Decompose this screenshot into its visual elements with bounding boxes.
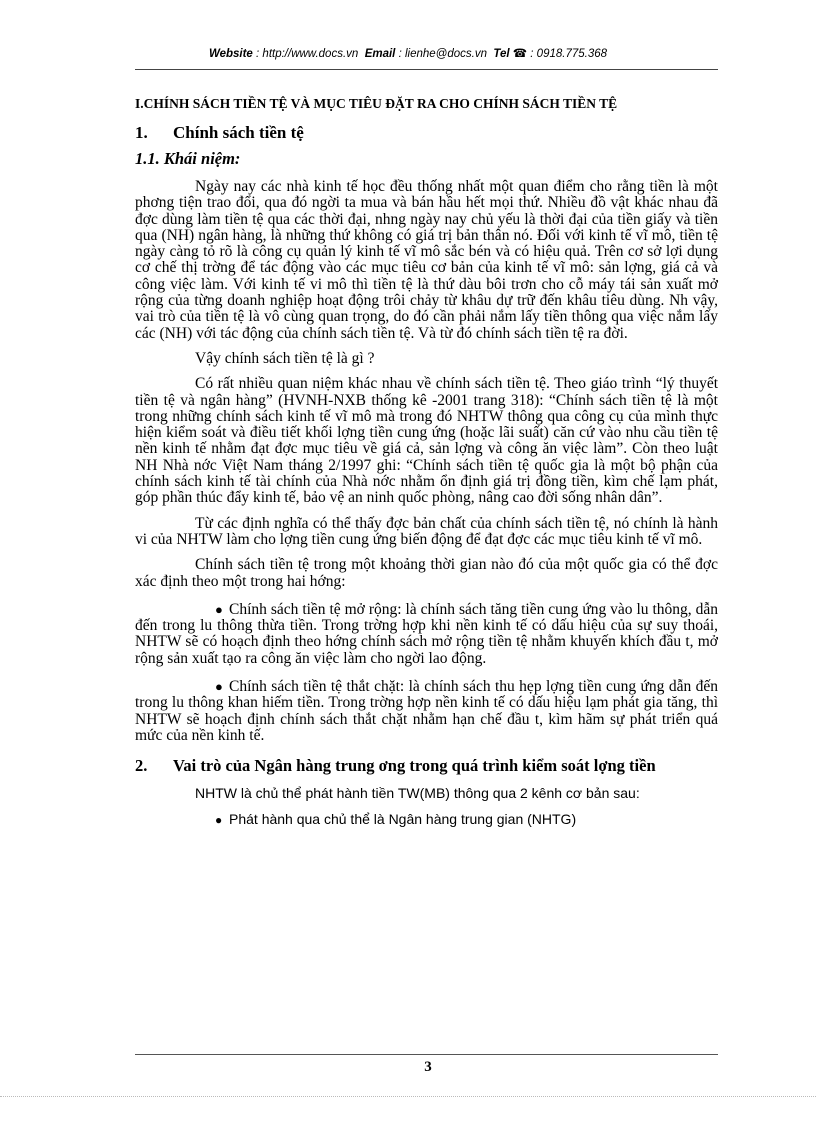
subsection-heading: 1.1. Khái niệm: xyxy=(135,149,241,168)
bullet-item xyxy=(135,679,718,744)
bullet-text: Chính sách tiền tệ mở rộng: là chính sách tăng tiền cung ứng vào lu thông, dẫn đến trong lu thông thừa tiền. Trong trờng hợp khi nền kinh tế có dấu hiệu của sự suy thoái, NHTW sẽ có hoạch định theo hớng chính sách mở rộng tiền tệ nhằm khuyến khích đầu t, mở rộng sản xuất tạo ra công ăn việc làm cho ngời lao động. xyxy=(135,600,718,667)
section-2-number: 2. xyxy=(135,756,148,776)
email-value[interactable]: : lienhe@docs.vn xyxy=(398,48,487,60)
footer-divider xyxy=(135,1054,718,1055)
paragraph: Từ các định nghĩa có thể thấy đợc bản chất của chính sách tiền tệ, nó chính là hành vi của NHTW làm cho lợng tiền cung ứng biến động để đạt đợc các mục tiêu kinh tế vĩ mô. xyxy=(135,514,718,548)
document-title: I.CHÍNH SÁCH TIỀN TỆ VÀ MỤC TIÊU ĐẶT RA CHO CHÍNH SÁCH TIỀN TỆ xyxy=(135,96,618,111)
paragraph: Vậy chính sách tiền tệ là gì ? xyxy=(195,349,375,367)
email-label: Email xyxy=(364,48,396,60)
website-value[interactable]: : http://www.docs.vn xyxy=(256,48,359,60)
section-2-heading xyxy=(135,756,718,775)
website-label: Website xyxy=(208,48,253,60)
bullet-item xyxy=(135,602,718,667)
bullet-icon: ● xyxy=(215,679,223,695)
document-body xyxy=(135,96,718,828)
section-2-bullet xyxy=(135,811,718,828)
paragraph: Chính sách tiền tệ trong một khoảng thời gian nào đó của một quốc gia có thể đợc xác định theo một trong hai hớng: xyxy=(135,556,718,590)
tel-label: Tel xyxy=(493,48,510,60)
section-1-heading xyxy=(135,123,718,143)
tel-value: : 0918.775.368 xyxy=(530,48,608,60)
section-1-number: 1. xyxy=(135,123,148,142)
bullet-icon: ● xyxy=(215,812,223,827)
page-number: 3 xyxy=(424,1059,432,1075)
header-divider xyxy=(135,69,718,70)
section-2-title: Vai trò của Ngân hàng trung ơng trong quá trình kiểm soát lợng tiền xyxy=(173,756,656,776)
bullet-text: Chính sách tiền tệ thắt chặt: là chính sách thu hẹp lợng tiền cung ứng dẫn đến trong lu thông khan hiếm tiền. Trong trờng hợp nền kinh tế có dấu hiệu lạm phát gia tăng, thì NHTW sẽ hoạch định chính sách thắt chặt nhằm hạn chế đầu t, kìm hãm sự phát triển quá mức của nền kinh tế. xyxy=(135,678,718,744)
bullet-icon: ● xyxy=(215,601,223,617)
page-header xyxy=(0,46,816,60)
section-1-title: Chính sách tiền tệ xyxy=(173,123,304,142)
page-bottom-border xyxy=(0,1096,816,1097)
paragraph: Có rất nhiều quan niệm khác nhau về chính sách tiền tệ. Theo giáo trình “lý thuyết tiền tệ và ngân hàng” (HVNH-NXB thống kê -2001 trang 318): “Chính sách tiền tệ là một trong những chính sách kinh tế vĩ mô mà trong đó NHTW thông qua công cụ của mình thực hiện kiểm soát và điều tiết khối lợng tiền cung ứng (hoặc lãi suất) căn cứ vào nhu cầu tiền tệ nền kinh tế nhằm đạt đợc mục tiêu về giá cả, sản lợng và công ăn việc làm”. Còn theo luật NH Nhà nớc Việt Nam tháng 2/1997 ghi: “Chính sách tiền tệ quốc gia là một bộ phận của chính sách kinh tế tài chính của Nhà nớc nhằm ổn định giá trị đồng tiền, kìm chế lạm phát, góp phần thúc đẩy kinh tế, bảo vệ an ninh quốc phòng, nâng cao đời sống nhân dân”. xyxy=(135,375,718,507)
paragraph: Ngày nay các nhà kinh tế học đều thống nhất một quan điểm cho rằng tiền là một phơng tiện trao đổi, qua đó ngời ta mua và bán hầu hết mọi thứ. Nhiều đồ vật khác nhau đã đợc dùng làm tiền tệ qua các thời đại, nhng ngày nay chủ yếu là thời đại của tiền giấy và tiền qua (NH) ngân hàng, là những thứ không có giá trị bản thân nó. Đối với kinh tế vĩ mô, tiền tệ ngày càng tỏ rõ là công cụ quản lý kinh tế vĩ mô sắc bén và có hiệu quả. Trên cơ sở lợi dụng cơ chế thị trờng để tác động vào các mục tiêu cơ bản của kinh tế vĩ mô: sản lợng, giá cả và công việc làm. Với kinh tế vi mô thì tiền tệ là thứ dàu bôi trơn cho cỗ máy tái sản xuất mở rộng của từng doanh nghiệp hoạt động trôi chảy từ khâu dự trữ đến khâu tiêu dùng. Nh vậy, vai trò của tiền tệ là vô cùng quan trọng, do đó cần phải nắm lấy tiền thông qua việc nắm lấy các (NH) với tác động của chính sách tiền tệ. Và từ đó chính sách tiền tệ ra đời. xyxy=(135,178,718,342)
bullet-text: Phát hành qua chủ thể là Ngân hàng trung gian (NHTG) xyxy=(229,810,577,827)
phone-icon: ☎ xyxy=(512,48,528,60)
section-2-intro: NHTW là chủ thể phát hành tiền TW(MB) thông qua 2 kênh cơ bản sau: xyxy=(195,785,640,802)
